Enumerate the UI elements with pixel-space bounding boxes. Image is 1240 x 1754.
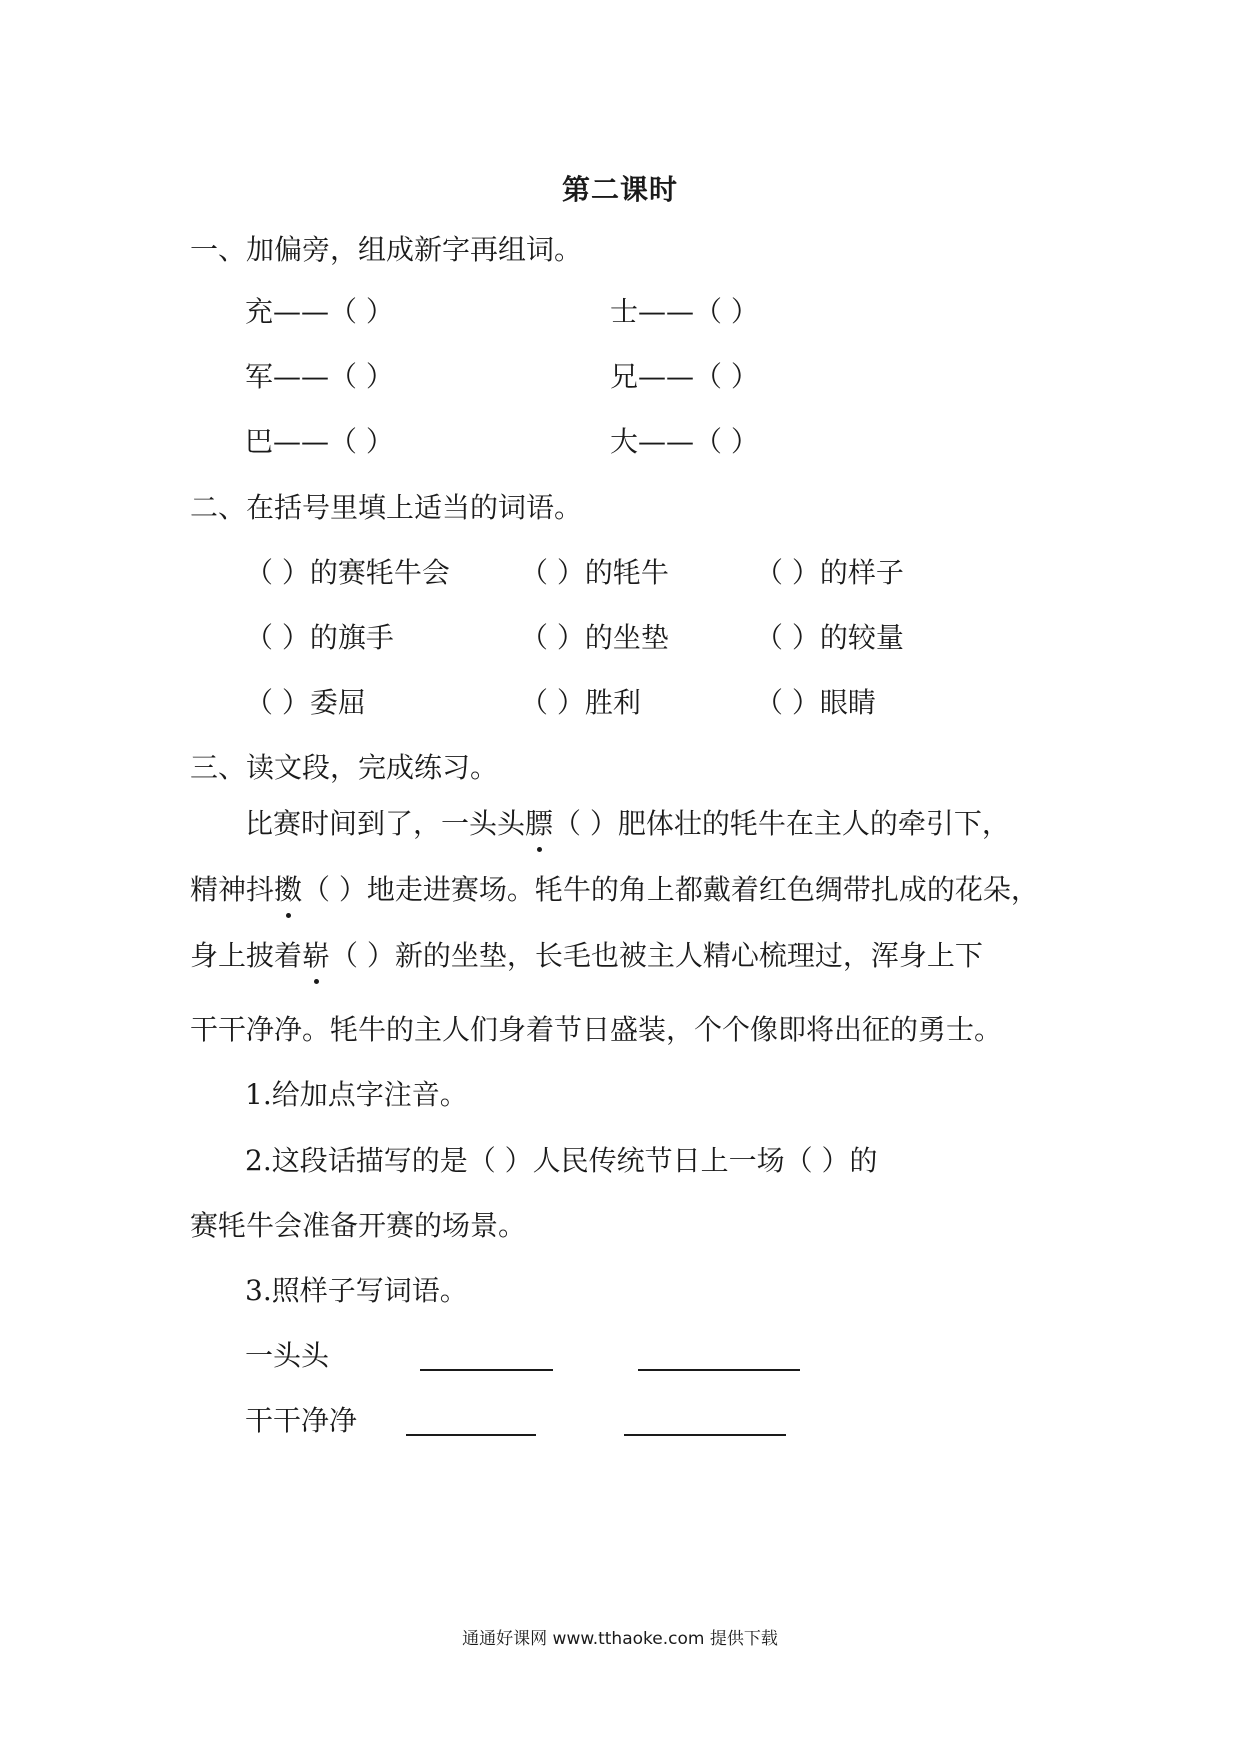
passage-text: 比赛时间到了，一头头	[245, 807, 526, 840]
question-2-line-2: 赛牦牛会准备开赛的场景。	[190, 1209, 527, 1242]
passage-text: （ ）地走进赛场。牦牛的角上都戴着红色绸带扎成的花朵，	[302, 873, 1039, 906]
question-2-line-1: 2.这段话描写的是（ ）人民传统节日上一场（ ）的	[245, 1144, 878, 1177]
section2-item: （ ）的牦牛	[520, 556, 669, 589]
section1-item: 充——（ ）	[245, 295, 394, 328]
section3-heading: 三、读文段，完成练习。	[190, 751, 499, 784]
passage-line-4: 干干净净。牦牛的主人们身着节日盛装，个个像即将出征的勇士。	[190, 1013, 1003, 1046]
section2-heading: 二、在括号里填上适当的词语。	[190, 491, 583, 524]
passage-line-1	[245, 806, 1115, 842]
question-1: 1.给加点字注音。	[245, 1078, 468, 1111]
section1-item: 兄——（ ）	[610, 360, 759, 393]
answer-line[interactable]	[638, 1369, 800, 1371]
question-3: 3.照样子写词语。	[245, 1274, 468, 1307]
section1-item: 巴——（ ）	[245, 425, 394, 458]
section1-heading: 一、加偏旁，组成新字再组词。	[190, 233, 583, 266]
section2-item: （ ）委屈	[245, 686, 366, 719]
footer-credit: 通通好课网 www.tthaoke.com 提供下载	[462, 1629, 778, 1649]
section2-item: （ ）的赛牦牛会	[245, 556, 450, 589]
section1-item: 军——（ ）	[245, 360, 394, 393]
dotted-char: 崭	[302, 939, 331, 972]
answer-line[interactable]	[406, 1434, 536, 1436]
answer-line[interactable]	[420, 1369, 553, 1371]
section2-item: （ ）的样子	[755, 556, 904, 589]
section2-item: （ ）胜利	[520, 686, 641, 719]
passage-text: （ ）新的坐垫，长毛也被主人精心梳理过，浑身上下	[330, 939, 983, 972]
passage-line-2	[190, 872, 1060, 908]
passage-text: （ ）肥体壮的牦牛在主人的牵引下，	[553, 807, 1010, 840]
section2-item: （ ）的旗手	[245, 621, 394, 654]
page-title: 第二课时	[561, 173, 678, 206]
section2-item: （ ）的较量	[755, 621, 904, 654]
dotted-char: 擞	[274, 873, 303, 906]
passage-text: 精神抖	[190, 873, 275, 906]
example-word-1: 一头头	[245, 1339, 330, 1372]
section2-item: （ ）的坐垫	[520, 621, 669, 654]
section1-item: 士——（ ）	[610, 295, 759, 328]
answer-line[interactable]	[624, 1434, 786, 1436]
passage-text: 身上披着	[190, 939, 303, 972]
dotted-char: 膘	[525, 807, 554, 840]
passage-line-3	[190, 938, 1060, 974]
section1-item: 大——（ ）	[610, 425, 759, 458]
example-word-2: 干干净净	[245, 1404, 358, 1437]
section2-item: （ ）眼睛	[755, 686, 876, 719]
